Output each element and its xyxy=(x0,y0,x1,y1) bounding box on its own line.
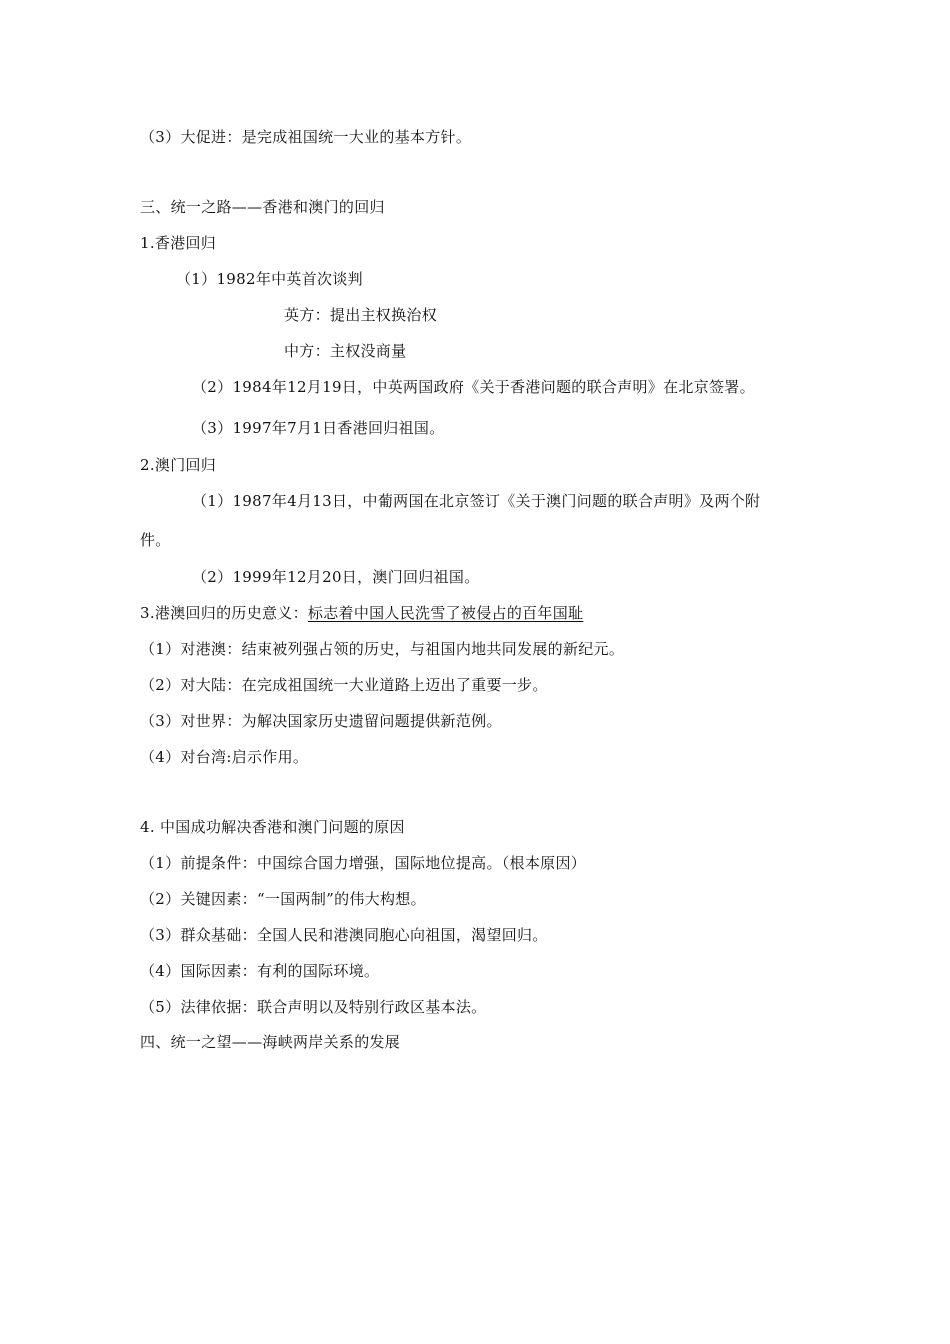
section-heading-3: 三、统一之路——香港和澳门的回归 xyxy=(140,198,385,216)
text-line-significance-hk-macau: （1）对港澳：结束被列强占领的历史，与祖国内地共同发展的新纪元。 xyxy=(140,640,625,658)
subheading-macau-return: 2.澳门回归 xyxy=(140,456,217,474)
text-line-1997-return: （3）1997年7月1日香港回归祖国。 xyxy=(192,419,445,437)
text-line-reason-international: （4）国际因素：有利的国际环境。 xyxy=(140,962,380,980)
section-heading-4: 四、统一之望——海峡两岸关系的发展 xyxy=(140,1033,401,1051)
text-line-1982-talks: （1）1982年中英首次谈判 xyxy=(176,270,363,288)
text-line-1987-continuation: 件。 xyxy=(140,531,171,549)
text-line-reason-key-factor: （2）关键因素：“一国两制”的伟大构想。 xyxy=(140,890,426,908)
text-line-british-side: 英方：提出主权换治权 xyxy=(284,306,438,324)
text-line-reason-public-basis: （3）群众基础：全国人民和港澳同胞心向祖国，渴望回归。 xyxy=(140,926,548,944)
text-line-significance-world: （3）对世界：为解决国家历史遗留问题提供新范例。 xyxy=(140,712,502,730)
text-line-significance-taiwan: （4）对台湾:启示作用。 xyxy=(140,748,309,766)
text-line-1999-return: （2）1999年12月20日，澳门回归祖国。 xyxy=(192,568,480,586)
text-line-basic-policy: （3）大促进：是完成祖国统一大业的基本方针。 xyxy=(140,128,472,146)
significance-label: 3.港澳回归的历史意义： xyxy=(140,604,308,622)
subheading-success-reasons: 4. 中国成功解决香港和澳门问题的原因 xyxy=(140,818,405,836)
text-line-1984-declaration: （2）1984年12月19日，中英两国政府《关于香港问题的联合声明》在北京签署。 xyxy=(192,378,755,396)
subheading-historical-significance xyxy=(140,603,583,623)
subheading-hongkong-return: 1.香港回归 xyxy=(140,234,217,252)
text-line-1987-declaration: （1）1987年4月13日，中葡两国在北京签订《关于澳门问题的联合声明》及两个附 xyxy=(192,492,761,510)
text-line-reason-precondition: （1）前提条件：中国综合国力增强，国际地位提高。（根本原因） xyxy=(140,854,587,872)
text-line-reason-legal-basis: （5）法律依据：联合声明以及特别行政区基本法。 xyxy=(140,998,487,1016)
text-line-chinese-side: 中方：主权没商量 xyxy=(284,342,407,360)
significance-underlined-text: 标志着中国人民洗雪了被侵占的百年国耻 xyxy=(307,604,584,622)
text-line-significance-mainland: （2）对大陆：在完成祖国统一大业道路上迈出了重要一步。 xyxy=(140,676,548,694)
